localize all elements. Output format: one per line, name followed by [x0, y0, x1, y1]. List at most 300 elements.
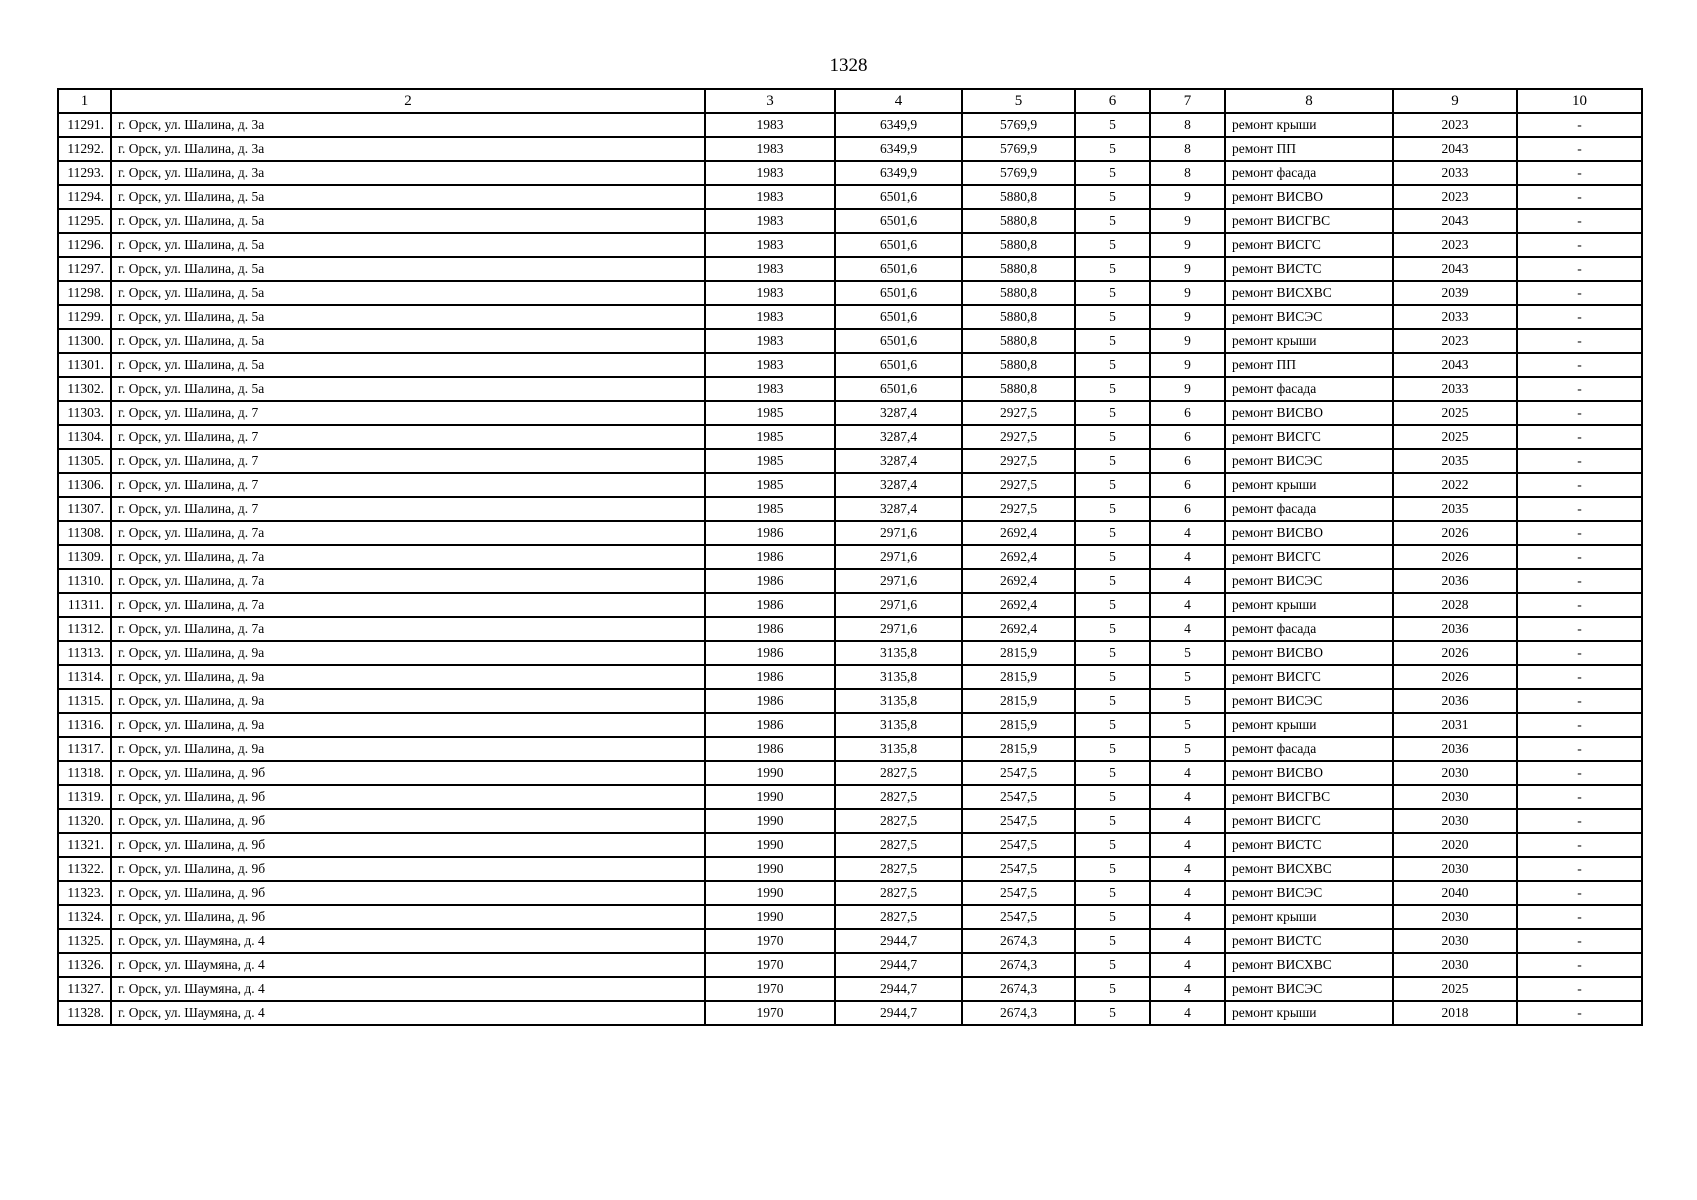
cell-row-number: 11323. [58, 881, 111, 905]
cell-planned-year: 2020 [1393, 833, 1517, 857]
cell-note: - [1517, 953, 1642, 977]
cell-entrances: 8 [1150, 161, 1225, 185]
cell-total-area: 2944,7 [835, 929, 962, 953]
cell-floors: 5 [1075, 929, 1150, 953]
cell-row-number: 11311. [58, 593, 111, 617]
cell-living-area: 2547,5 [962, 905, 1075, 929]
cell-floors: 5 [1075, 569, 1150, 593]
cell-floors: 5 [1075, 377, 1150, 401]
cell-year-built: 1990 [705, 809, 835, 833]
cell-living-area: 2547,5 [962, 857, 1075, 881]
cell-note: - [1517, 713, 1642, 737]
cell-address: г. Орск, ул. Шалина, д. 9б [111, 881, 705, 905]
cell-total-area: 2971,6 [835, 521, 962, 545]
cell-living-area: 2674,3 [962, 1001, 1075, 1025]
cell-note: - [1517, 809, 1642, 833]
cell-total-area: 2971,6 [835, 569, 962, 593]
cell-note: - [1517, 593, 1642, 617]
cell-note: - [1517, 665, 1642, 689]
cell-living-area: 5880,8 [962, 353, 1075, 377]
cell-row-number: 11325. [58, 929, 111, 953]
cell-floors: 5 [1075, 761, 1150, 785]
cell-row-number: 11296. [58, 233, 111, 257]
cell-entrances: 9 [1150, 209, 1225, 233]
cell-floors: 5 [1075, 137, 1150, 161]
table-row [58, 977, 1642, 1001]
cell-address: г. Орск, ул. Шалина, д. 7 [111, 401, 705, 425]
cell-year-built: 1983 [705, 281, 835, 305]
cell-planned-year: 2026 [1393, 521, 1517, 545]
cell-living-area: 2692,4 [962, 617, 1075, 641]
cell-planned-year: 2043 [1393, 353, 1517, 377]
table-row [58, 185, 1642, 209]
cell-work-type: ремонт крыши [1225, 113, 1393, 137]
cell-row-number: 11307. [58, 497, 111, 521]
table-row [58, 833, 1642, 857]
cell-note: - [1517, 737, 1642, 761]
cell-work-type: ремонт ВИСЭС [1225, 449, 1393, 473]
table-row [58, 881, 1642, 905]
cell-address: г. Орск, ул. Шалина, д. 5а [111, 281, 705, 305]
cell-work-type: ремонт ВИСГС [1225, 545, 1393, 569]
cell-row-number: 11302. [58, 377, 111, 401]
cell-year-built: 1983 [705, 233, 835, 257]
table-header [58, 89, 1642, 113]
cell-work-type: ремонт ВИСХВС [1225, 281, 1393, 305]
cell-floors: 5 [1075, 473, 1150, 497]
cell-living-area: 5880,8 [962, 209, 1075, 233]
cell-address: г. Орск, ул. Шалина, д. 3а [111, 161, 705, 185]
cell-living-area: 2547,5 [962, 761, 1075, 785]
cell-note: - [1517, 905, 1642, 929]
cell-planned-year: 2018 [1393, 1001, 1517, 1025]
cell-address: г. Орск, ул. Шалина, д. 9б [111, 785, 705, 809]
cell-floors: 5 [1075, 545, 1150, 569]
cell-total-area: 6501,6 [835, 185, 962, 209]
cell-note: - [1517, 185, 1642, 209]
cell-planned-year: 2036 [1393, 689, 1517, 713]
cell-total-area: 3287,4 [835, 497, 962, 521]
cell-note: - [1517, 449, 1642, 473]
cell-address: г. Орск, ул. Шалина, д. 5а [111, 329, 705, 353]
table-row [58, 785, 1642, 809]
cell-living-area: 2815,9 [962, 713, 1075, 737]
cell-floors: 5 [1075, 809, 1150, 833]
cell-total-area: 6349,9 [835, 113, 962, 137]
cell-total-area: 6501,6 [835, 281, 962, 305]
cell-row-number: 11297. [58, 257, 111, 281]
cell-floors: 5 [1075, 449, 1150, 473]
cell-note: - [1517, 881, 1642, 905]
cell-year-built: 1986 [705, 569, 835, 593]
cell-total-area: 3287,4 [835, 449, 962, 473]
cell-note: - [1517, 545, 1642, 569]
cell-work-type: ремонт фасада [1225, 617, 1393, 641]
table-row [58, 1001, 1642, 1025]
cell-total-area: 2971,6 [835, 545, 962, 569]
cell-note: - [1517, 833, 1642, 857]
cell-floors: 5 [1075, 401, 1150, 425]
cell-planned-year: 2033 [1393, 377, 1517, 401]
cell-year-built: 1985 [705, 449, 835, 473]
cell-row-number: 11301. [58, 353, 111, 377]
cell-work-type: ремонт фасада [1225, 161, 1393, 185]
cell-year-built: 1970 [705, 929, 835, 953]
cell-living-area: 2815,9 [962, 641, 1075, 665]
cell-planned-year: 2030 [1393, 929, 1517, 953]
cell-total-area: 6501,6 [835, 257, 962, 281]
cell-row-number: 11316. [58, 713, 111, 737]
table-row [58, 377, 1642, 401]
cell-planned-year: 2036 [1393, 569, 1517, 593]
cell-living-area: 2927,5 [962, 401, 1075, 425]
cell-planned-year: 2036 [1393, 737, 1517, 761]
cell-floors: 5 [1075, 329, 1150, 353]
cell-address: г. Орск, ул. Шалина, д. 9а [111, 713, 705, 737]
cell-row-number: 11327. [58, 977, 111, 1001]
cell-living-area: 2547,5 [962, 785, 1075, 809]
cell-row-number: 11309. [58, 545, 111, 569]
cell-floors: 5 [1075, 665, 1150, 689]
cell-row-number: 11305. [58, 449, 111, 473]
cell-planned-year: 2030 [1393, 761, 1517, 785]
cell-year-built: 1986 [705, 737, 835, 761]
cell-year-built: 1983 [705, 257, 835, 281]
cell-living-area: 2815,9 [962, 689, 1075, 713]
cell-planned-year: 2025 [1393, 977, 1517, 1001]
table-row [58, 617, 1642, 641]
cell-planned-year: 2023 [1393, 329, 1517, 353]
cell-total-area: 2971,6 [835, 593, 962, 617]
cell-address: г. Орск, ул. Шалина, д. 5а [111, 233, 705, 257]
cell-note: - [1517, 521, 1642, 545]
cell-entrances: 4 [1150, 881, 1225, 905]
cell-floors: 5 [1075, 905, 1150, 929]
cell-work-type: ремонт ПП [1225, 137, 1393, 161]
header-cell-entrances: 7 [1150, 89, 1225, 113]
cell-note: - [1517, 473, 1642, 497]
cell-floors: 5 [1075, 593, 1150, 617]
cell-row-number: 11313. [58, 641, 111, 665]
cell-floors: 5 [1075, 233, 1150, 257]
cell-total-area: 3135,8 [835, 689, 962, 713]
cell-total-area: 3135,8 [835, 713, 962, 737]
cell-row-number: 11310. [58, 569, 111, 593]
cell-total-area: 6501,6 [835, 377, 962, 401]
cell-planned-year: 2036 [1393, 617, 1517, 641]
cell-year-built: 1986 [705, 713, 835, 737]
cell-year-built: 1970 [705, 953, 835, 977]
cell-year-built: 1990 [705, 761, 835, 785]
cell-entrances: 8 [1150, 137, 1225, 161]
table-row [58, 353, 1642, 377]
table-row [58, 953, 1642, 977]
cell-entrances: 4 [1150, 905, 1225, 929]
table-row [58, 329, 1642, 353]
cell-total-area: 6501,6 [835, 233, 962, 257]
cell-row-number: 11324. [58, 905, 111, 929]
cell-year-built: 1990 [705, 881, 835, 905]
cell-entrances: 9 [1150, 353, 1225, 377]
cell-work-type: ремонт ВИСХВС [1225, 953, 1393, 977]
cell-note: - [1517, 785, 1642, 809]
cell-year-built: 1986 [705, 617, 835, 641]
cell-address: г. Орск, ул. Шалина, д. 7 [111, 425, 705, 449]
header-cell-note: 10 [1517, 89, 1642, 113]
cell-planned-year: 2030 [1393, 953, 1517, 977]
cell-note: - [1517, 977, 1642, 1001]
cell-floors: 5 [1075, 617, 1150, 641]
cell-year-built: 1986 [705, 593, 835, 617]
cell-entrances: 4 [1150, 953, 1225, 977]
cell-floors: 5 [1075, 353, 1150, 377]
table-row [58, 401, 1642, 425]
header-cell-floors: 6 [1075, 89, 1150, 113]
cell-note: - [1517, 281, 1642, 305]
cell-note: - [1517, 569, 1642, 593]
cell-address: г. Орск, ул. Шаумяна, д. 4 [111, 977, 705, 1001]
cell-entrances: 9 [1150, 185, 1225, 209]
header-cell-row-number: 1 [58, 89, 111, 113]
cell-row-number: 11312. [58, 617, 111, 641]
cell-address: г. Орск, ул. Шаумяна, д. 4 [111, 1001, 705, 1025]
cell-living-area: 2692,4 [962, 545, 1075, 569]
cell-year-built: 1983 [705, 353, 835, 377]
cell-entrances: 5 [1150, 689, 1225, 713]
cell-planned-year: 2030 [1393, 857, 1517, 881]
cell-note: - [1517, 425, 1642, 449]
cell-year-built: 1986 [705, 665, 835, 689]
cell-entrances: 6 [1150, 497, 1225, 521]
cell-note: - [1517, 305, 1642, 329]
table-row [58, 137, 1642, 161]
repair-schedule-table [57, 88, 1643, 1026]
cell-year-built: 1983 [705, 161, 835, 185]
cell-row-number: 11291. [58, 113, 111, 137]
table-row [58, 545, 1642, 569]
table-row [58, 233, 1642, 257]
cell-address: г. Орск, ул. Шалина, д. 5а [111, 257, 705, 281]
cell-year-built: 1985 [705, 425, 835, 449]
table-row [58, 497, 1642, 521]
cell-total-area: 6501,6 [835, 329, 962, 353]
cell-total-area: 6501,6 [835, 305, 962, 329]
cell-planned-year: 2025 [1393, 401, 1517, 425]
table-row [58, 761, 1642, 785]
cell-floors: 5 [1075, 185, 1150, 209]
cell-planned-year: 2030 [1393, 809, 1517, 833]
cell-year-built: 1990 [705, 905, 835, 929]
cell-address: г. Орск, ул. Шалина, д. 3а [111, 113, 705, 137]
cell-work-type: ремонт крыши [1225, 473, 1393, 497]
cell-planned-year: 2022 [1393, 473, 1517, 497]
cell-row-number: 11306. [58, 473, 111, 497]
cell-total-area: 6349,9 [835, 161, 962, 185]
cell-planned-year: 2023 [1393, 113, 1517, 137]
cell-work-type: ремонт ВИСЭС [1225, 689, 1393, 713]
cell-entrances: 4 [1150, 833, 1225, 857]
cell-living-area: 2547,5 [962, 833, 1075, 857]
cell-work-type: ремонт ВИСВО [1225, 641, 1393, 665]
cell-total-area: 3135,8 [835, 665, 962, 689]
cell-note: - [1517, 857, 1642, 881]
cell-work-type: ремонт ВИСТС [1225, 929, 1393, 953]
table-row [58, 857, 1642, 881]
cell-total-area: 2944,7 [835, 1001, 962, 1025]
cell-row-number: 11318. [58, 761, 111, 785]
cell-floors: 5 [1075, 521, 1150, 545]
cell-planned-year: 2043 [1393, 257, 1517, 281]
header-cell-planned-year: 9 [1393, 89, 1517, 113]
cell-row-number: 11320. [58, 809, 111, 833]
cell-living-area: 2547,5 [962, 881, 1075, 905]
cell-year-built: 1986 [705, 521, 835, 545]
cell-address: г. Орск, ул. Шалина, д. 9б [111, 833, 705, 857]
cell-entrances: 4 [1150, 1001, 1225, 1025]
header-row [58, 89, 1642, 113]
cell-row-number: 11319. [58, 785, 111, 809]
cell-floors: 5 [1075, 785, 1150, 809]
cell-row-number: 11328. [58, 1001, 111, 1025]
table-row [58, 209, 1642, 233]
cell-address: г. Орск, ул. Шалина, д. 7 [111, 449, 705, 473]
cell-entrances: 4 [1150, 545, 1225, 569]
cell-total-area: 2944,7 [835, 953, 962, 977]
cell-living-area: 5880,8 [962, 377, 1075, 401]
cell-address: г. Орск, ул. Шалина, д. 5а [111, 185, 705, 209]
cell-work-type: ремонт фасада [1225, 497, 1393, 521]
cell-floors: 5 [1075, 713, 1150, 737]
cell-planned-year: 2026 [1393, 641, 1517, 665]
cell-total-area: 2827,5 [835, 881, 962, 905]
cell-planned-year: 2043 [1393, 209, 1517, 233]
cell-address: г. Орск, ул. Шалина, д. 5а [111, 353, 705, 377]
cell-row-number: 11326. [58, 953, 111, 977]
header-cell-total-area: 4 [835, 89, 962, 113]
cell-work-type: ремонт ПП [1225, 353, 1393, 377]
cell-entrances: 6 [1150, 425, 1225, 449]
cell-row-number: 11294. [58, 185, 111, 209]
header-cell-address: 2 [111, 89, 705, 113]
table-row [58, 689, 1642, 713]
cell-planned-year: 2033 [1393, 161, 1517, 185]
cell-entrances: 8 [1150, 113, 1225, 137]
cell-living-area: 5880,8 [962, 281, 1075, 305]
cell-address: г. Орск, ул. Шалина, д. 7а [111, 593, 705, 617]
cell-living-area: 2927,5 [962, 449, 1075, 473]
cell-entrances: 9 [1150, 281, 1225, 305]
table-row [58, 449, 1642, 473]
cell-total-area: 2827,5 [835, 785, 962, 809]
cell-work-type: ремонт ВИСГВС [1225, 785, 1393, 809]
cell-address: г. Орск, ул. Шалина, д. 7 [111, 473, 705, 497]
table-row [58, 281, 1642, 305]
cell-floors: 5 [1075, 953, 1150, 977]
cell-work-type: ремонт ВИСЭС [1225, 305, 1393, 329]
cell-living-area: 5880,8 [962, 329, 1075, 353]
cell-planned-year: 2026 [1393, 545, 1517, 569]
cell-note: - [1517, 377, 1642, 401]
cell-work-type: ремонт ВИСГС [1225, 665, 1393, 689]
cell-total-area: 3135,8 [835, 641, 962, 665]
cell-address: г. Орск, ул. Шалина, д. 5а [111, 377, 705, 401]
cell-entrances: 5 [1150, 641, 1225, 665]
table-row [58, 713, 1642, 737]
cell-floors: 5 [1075, 857, 1150, 881]
cell-work-type: ремонт ВИСЭС [1225, 977, 1393, 1001]
cell-address: г. Орск, ул. Шалина, д. 7а [111, 569, 705, 593]
cell-work-type: ремонт ВИСТС [1225, 257, 1393, 281]
cell-entrances: 4 [1150, 617, 1225, 641]
cell-total-area: 2827,5 [835, 761, 962, 785]
cell-entrances: 9 [1150, 233, 1225, 257]
header-cell-living-area: 5 [962, 89, 1075, 113]
cell-total-area: 6501,6 [835, 209, 962, 233]
cell-living-area: 5769,9 [962, 161, 1075, 185]
cell-planned-year: 2023 [1393, 185, 1517, 209]
cell-entrances: 9 [1150, 329, 1225, 353]
table-row [58, 113, 1642, 137]
cell-address: г. Орск, ул. Шалина, д. 9а [111, 641, 705, 665]
table-row [58, 641, 1642, 665]
cell-year-built: 1983 [705, 305, 835, 329]
cell-address: г. Орск, ул. Шаумяна, д. 4 [111, 929, 705, 953]
cell-note: - [1517, 161, 1642, 185]
cell-living-area: 5880,8 [962, 185, 1075, 209]
cell-living-area: 2815,9 [962, 737, 1075, 761]
cell-entrances: 4 [1150, 809, 1225, 833]
cell-living-area: 5880,8 [962, 257, 1075, 281]
cell-work-type: ремонт ВИСВО [1225, 401, 1393, 425]
cell-work-type: ремонт ВИСГВС [1225, 209, 1393, 233]
cell-work-type: ремонт ВИСГС [1225, 425, 1393, 449]
cell-year-built: 1970 [705, 1001, 835, 1025]
cell-entrances: 6 [1150, 401, 1225, 425]
page-number: 1328 [829, 55, 868, 76]
table-row [58, 257, 1642, 281]
cell-row-number: 11303. [58, 401, 111, 425]
cell-entrances: 4 [1150, 521, 1225, 545]
cell-floors: 5 [1075, 641, 1150, 665]
cell-floors: 5 [1075, 281, 1150, 305]
cell-total-area: 2827,5 [835, 809, 962, 833]
cell-work-type: ремонт ВИСВО [1225, 521, 1393, 545]
cell-entrances: 5 [1150, 665, 1225, 689]
cell-planned-year: 2030 [1393, 905, 1517, 929]
cell-note: - [1517, 1001, 1642, 1025]
cell-living-area: 2692,4 [962, 521, 1075, 545]
cell-living-area: 5880,8 [962, 233, 1075, 257]
cell-note: - [1517, 401, 1642, 425]
cell-living-area: 2674,3 [962, 977, 1075, 1001]
cell-entrances: 5 [1150, 737, 1225, 761]
cell-work-type: ремонт крыши [1225, 905, 1393, 929]
cell-note: - [1517, 353, 1642, 377]
table-row [58, 569, 1642, 593]
cell-floors: 5 [1075, 977, 1150, 1001]
cell-note: - [1517, 689, 1642, 713]
cell-address: г. Орск, ул. Шалина, д. 9а [111, 665, 705, 689]
cell-planned-year: 2040 [1393, 881, 1517, 905]
table-row [58, 593, 1642, 617]
cell-work-type: ремонт крыши [1225, 713, 1393, 737]
cell-floors: 5 [1075, 833, 1150, 857]
header-cell-year-built: 3 [705, 89, 835, 113]
cell-planned-year: 2023 [1393, 233, 1517, 257]
cell-work-type: ремонт фасада [1225, 377, 1393, 401]
cell-entrances: 4 [1150, 857, 1225, 881]
cell-note: - [1517, 329, 1642, 353]
